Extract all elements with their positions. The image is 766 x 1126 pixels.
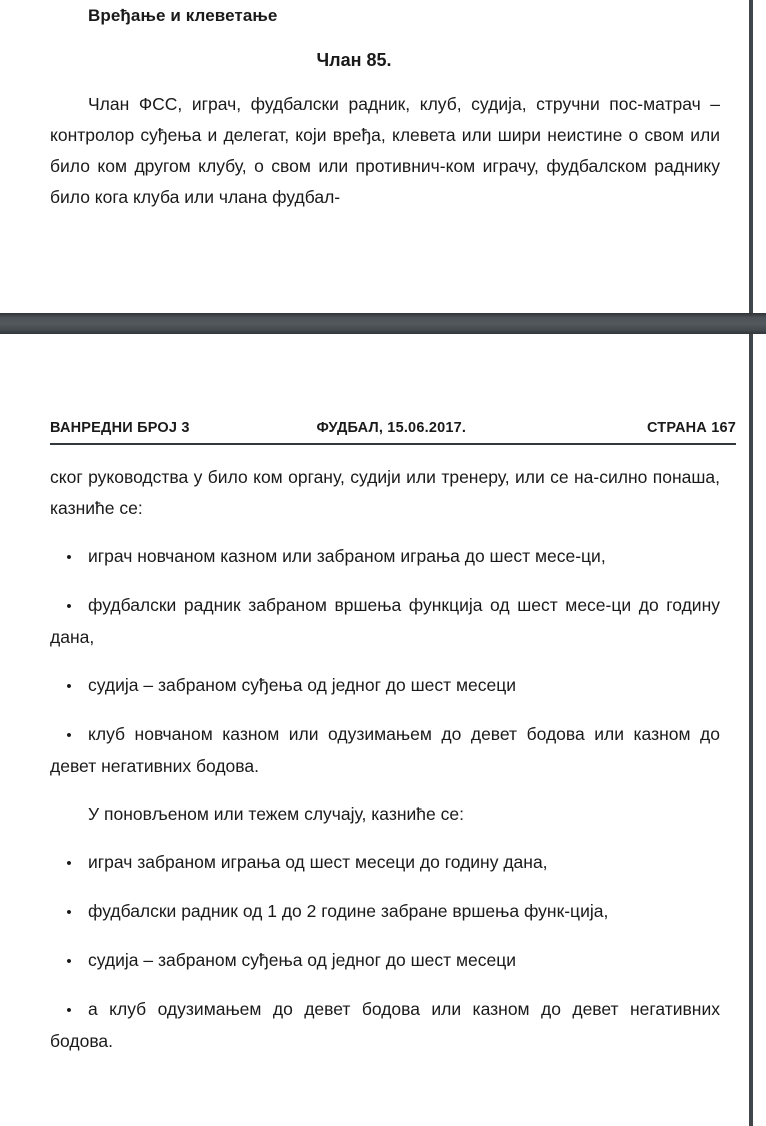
spacer <box>50 702 720 719</box>
bottom-page-content <box>50 462 720 1057</box>
list-item-text: судија – забраном суђења од једног до шест месеци <box>88 675 517 695</box>
header-publication-title: ФУДБАЛ, 15.06.2017. <box>316 420 467 436</box>
running-header <box>50 420 736 445</box>
list-item <box>50 847 720 879</box>
list-item <box>50 994 720 1057</box>
bullet-icon: • <box>66 727 72 744</box>
repeat-offense-intro: У поновљеном или тежем случају, казниће се: <box>88 804 464 824</box>
list-item <box>50 945 720 977</box>
list-item-text: играч новчаном казном или забраном играња до шест месе-ци, <box>88 546 606 566</box>
spacer <box>50 524 720 541</box>
spacer <box>50 26 720 50</box>
spacer <box>50 71 720 89</box>
page-separator-bar <box>0 313 766 334</box>
list-item-text: клуб новчаном казном или одузимањем до девет бодова или казном до девет негативних бодова. <box>50 724 720 776</box>
top-page-content <box>50 6 720 213</box>
article-title: Члан 85. <box>316 50 392 70</box>
list-item <box>50 590 720 653</box>
spacer <box>50 782 720 799</box>
spacer <box>50 653 720 670</box>
first-penalty-list <box>50 541 720 782</box>
list-item <box>50 719 720 782</box>
bullet-icon: • <box>66 598 72 615</box>
continuation-paragraph: ског руководства у било ком органу, судији или тренеру, или се на-силно понаша, казниће се: <box>50 467 720 518</box>
list-item-text: играч забраном играња од шест месеци до годину дана, <box>88 852 548 872</box>
header-page-number: СТРАНА 167 <box>647 420 736 436</box>
spacer <box>50 879 720 896</box>
list-item-text: судија – забраном суђења од једног до шест месеци <box>88 950 517 970</box>
header-divider-rule <box>50 443 736 445</box>
list-item <box>50 896 720 928</box>
bullet-icon: • <box>66 1002 72 1019</box>
top-page-paragraph: Члан ФСС, играч, фудбалски радник, клуб, судија, стручни пос-матрач – контролор суђења и делегат, који вређа, клевета или шири неистине о свом или било ком другом клубу, о свом или противнич-ком играчу, фудбалском раднику било кога клуба или члана фудбал- <box>50 94 720 207</box>
bullet-icon: • <box>66 549 72 566</box>
bullet-icon: • <box>66 904 72 921</box>
list-item-text: а клуб одузимањем до девет бодова или казном до девет негативних бодова. <box>50 999 720 1051</box>
bullet-icon: • <box>66 953 72 970</box>
section-heading: Вређање и клеветање <box>88 6 278 25</box>
bullet-icon: • <box>66 855 72 872</box>
list-item <box>50 670 720 702</box>
list-item <box>50 541 720 573</box>
list-item-text: фудбалски радник од 1 до 2 године забране вршења функ-ција, <box>88 901 609 921</box>
bullet-icon: • <box>66 678 72 695</box>
second-penalty-list <box>50 847 720 1057</box>
spacer <box>50 830 720 847</box>
spacer <box>50 977 720 994</box>
header-issue-number: ВАНРЕДНИ БРОЈ 3 <box>50 420 190 436</box>
spacer <box>50 928 720 945</box>
running-header-row <box>50 420 736 436</box>
list-item-text: фудбалски радник забраном вршења функција од шест месе-ци до годину дана, <box>50 595 720 647</box>
spacer <box>50 573 720 590</box>
